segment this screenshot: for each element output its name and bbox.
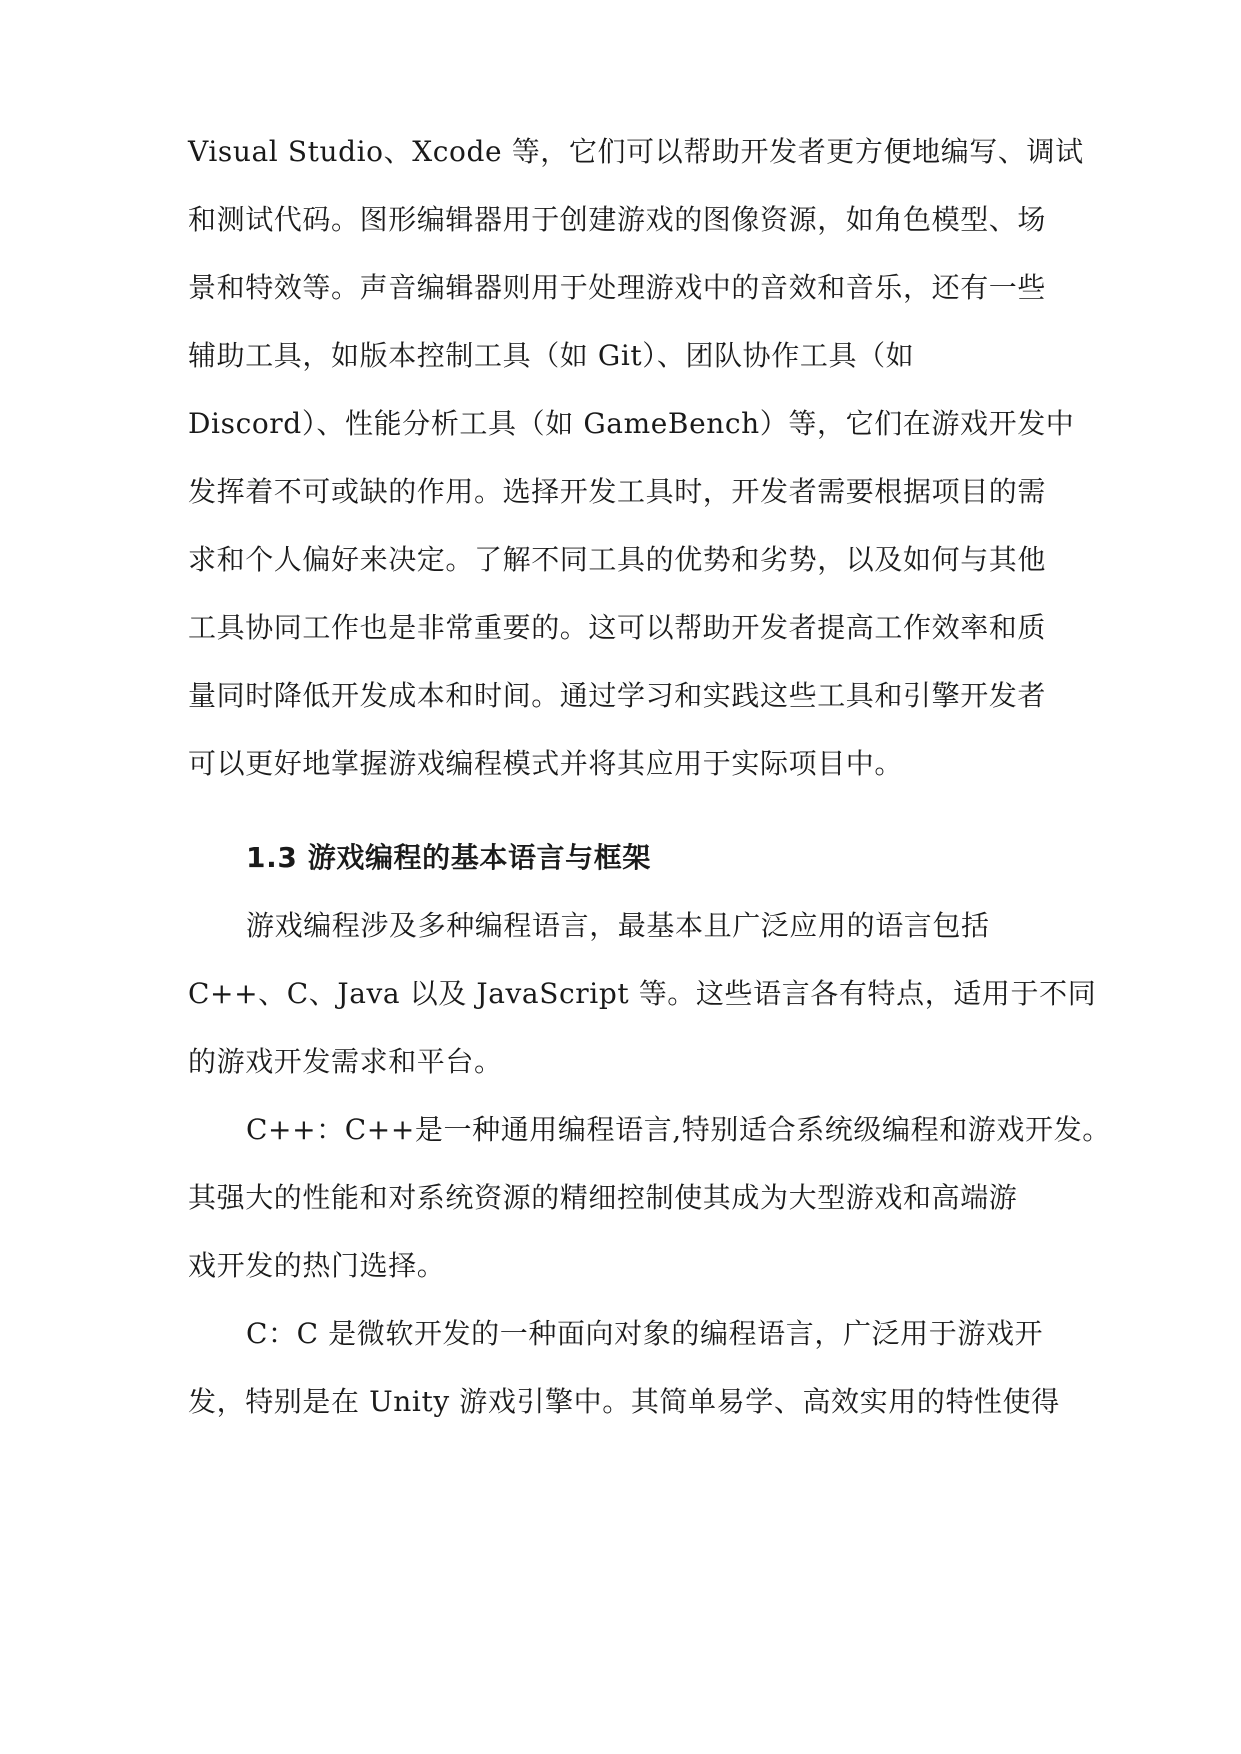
paragraph-line: 其强大的性能和对系统资源的精细控制使其成为大型游戏和高端游	[188, 1181, 1018, 1214]
paragraph-line: Visual Studio、Xcode 等，它们可以帮助开发者更方便地编写、调试	[188, 135, 1084, 168]
paragraph-line: C：C 是微软开发的一种面向对象的编程语言，广泛用于游戏开	[246, 1317, 1044, 1350]
paragraph-line: 和测试代码。图形编辑器用于创建游戏的图像资源，如角色模型、场	[188, 203, 1047, 236]
paragraph-line: 发挥着不可或缺的作用。选择开发工具时，开发者需要根据项目的需	[188, 475, 1047, 508]
paragraph-line: 的游戏开发需求和平台。	[188, 1045, 503, 1078]
paragraph-line: 景和特效等。声音编辑器则用于处理游戏中的音效和音乐，还有一些	[188, 271, 1047, 304]
section-heading: 1.3 游戏编程的基本语言与框架	[246, 841, 651, 874]
paragraph-line: 工具协同工作也是非常重要的。这可以帮助开发者提高工作效率和质	[188, 611, 1047, 644]
paragraph-line: 戏开发的热门选择。	[188, 1249, 446, 1282]
paragraph-line: 量同时降低开发成本和时间。通过学习和实践这些工具和引擎开发者	[188, 679, 1047, 712]
paragraph-line: 求和个人偏好来决定。了解不同工具的优势和劣势，以及如何与其他	[188, 543, 1047, 576]
paragraph-line: 游戏编程涉及多种编程语言，最基本且广泛应用的语言包括	[246, 909, 990, 942]
paragraph-line: 可以更好地掌握游戏编程模式并将其应用于实际项目中。	[188, 747, 904, 780]
paragraph-line: Discord）、性能分析工具（如 GameBench）等，它们在游戏开发中	[188, 407, 1075, 440]
paragraph-line: C++：C++是一种通用编程语言,特别适合系统级编程和游戏开发。	[246, 1113, 1111, 1146]
paragraph-line: 发，特别是在 Unity 游戏引擎中。其简单易学、高效实用的特性使得	[188, 1385, 1060, 1418]
paragraph-line: 辅助工具，如版本控制工具（如 Git）、团队协作工具（如	[188, 339, 915, 372]
paragraph-line: C++、C、Java 以及 JavaScript 等。这些语言各有特点，适用于不同	[188, 977, 1097, 1010]
